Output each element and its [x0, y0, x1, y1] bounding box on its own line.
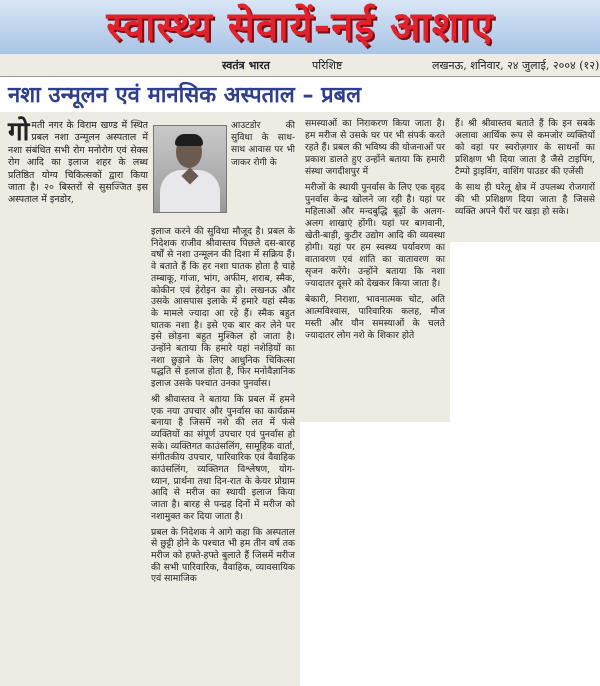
col1-intro-text: मती नगर के विराम खण्ड में स्थित प्रबल नशा उन्मूलन अस्पताल में नशा संबंधित सभी रोग मनोरोग एवं सेक्स रोग आदि का इलाज शहर के लब्ध प्रतिष्ठित योग्य चिकित्सकों द्वारा किया जाता है। २० बिस्तरों से सुसज्जित इस अस्पताल में इनडोर, [8, 120, 148, 206]
column-main [151, 226, 295, 589]
col3-paragraph-2: मरीजों के स्थायी पुनर्वास के लिए एक वृहद पुनर्वास केन्द्र खोलने जा रही है। यहां पर महिलाओं और मन्दबुद्धि बूढ़ों के अलग-अलग शाखाएं होंगी। यहां पर बागवानी, खेती-बाड़ी, कुटीर उद्योग आदि की व्यवस्था होगी। यहां पर हम स्वस्थ्य पर्यावरण का वातावरण एवं शांति का वातावरण का सृजन करेंगे। उन्होंने बताया कि नशा ज्यादातर दूसरे को देखकर किया जाता है। [305, 183, 445, 289]
drop-cap: गो [8, 117, 30, 147]
col3-paragraph-3: बेकारी, निराशा, भावनात्मक चोट, अति आत्मविश्वास, पारिवारिक कलह, मौज मस्ती और यौन समस्याओं के चलते ज्यादातर लोग नशे के शिकार होते [305, 295, 445, 341]
column-3 [305, 118, 445, 346]
article-headline: नशा उन्मूलन एवं मानसिक अस्पताल – प्रबल [8, 83, 362, 108]
col2-top-text: आउटडोर की सुविधा के साथ-साथ आवास पर भी जाकर रोगी के [231, 121, 295, 168]
dateline: लखनऊ, शनिवार, २४ जुलाई, २००४ (१२) [432, 59, 600, 72]
paragraph-3: श्री श्रीवास्तव ने बताया कि प्रबल में हमने एक नया उपचार और पुनर्वास का कार्यक्रम बनाया है जिसमें नशे की लत में फंसे व्यक्तियों का संपूर्ण उपचार एवं पुनर्वास हो सके। व्यक्तिगत काउंसलिंग, सामूहिक वार्ता, संगीतकीय उपचार, पारिवारिक एवं वैवाहिक काउंसलिंग, व्यक्तिगत विश्लेषण, योग-ध्यान, प्रार्थना तथा दिन-रात के केयर प्रोग्राम आदि से मरीज का स्थायी इलाज किया जाता है। बारह से पन्द्रह दिनों में मरीज को नशामुक्त कर दिया जाता है। [151, 393, 295, 522]
paragraph-2: इलाज करने की सुविधा मौजूद है। प्रबल के निदेशक राजीव श्रीवास्तव पिछले दस-बारह वर्षों से नशा उन्मूलन की दिशा में सक्रिय हैं। वे बताते हैं कि हर नशा घातक होता है चाहे तम्बाकू, गांजा, भांग, अफीम, शराब, स्मैक, कोकीन एवं हेरोइन का हो। लखनऊ और उसके आसपास इलाके में हमारे यहां स्मैक के मामले ज्यादा आ रहे हैं। स्मैक बहुत घातक नशा है। इसे एक बार कर लेने पर इसे छोड़ना बहुत मुश्किल हो जाता है। उन्होंने बताया कि हमारे यहां नशेड़ियों का नशा छुड़ाने के लिए आधुनिक चिकित्सा पद्धति से इलाज होता है, फिर मनोवैज्ञानिक इलाज उसके पश्चात उनका पुनर्वास। [151, 226, 295, 390]
column-2-top [231, 120, 295, 169]
col3-paragraph-1: समस्याओं का निराकरण किया जाता है। हम मरीज से उसके घर पर भी संपर्क करते रहते हैं। प्रबल की भविष्य की योजनाओं पर प्रकाश डालते हुए उन्होंने बताया कि हमारी संस्था जगदीशपुर में [305, 119, 445, 177]
paragraph-4: प्रबल के निदेशक ने आगे कहा कि अस्पताल से छुट्टी होने के पश्चात भी हम तीन वर्ष तक मरीज को हफ्ते-हफ्ते बुलाते हैं जिसमें मरीज की सभी पारिवारिक, वैवाहिक, व्यावसायिक एवं सामाजिक [151, 526, 295, 585]
column-4 [455, 118, 595, 222]
supplement-label: परिशिष्ट [312, 59, 343, 72]
column-1-intro [8, 117, 148, 207]
col4-paragraph-2: के साथ ही घरेलू क्षेत्र में उपलब्ध रोजगारों की भी प्रशिक्षण दिया जाता है जिससे व्यक्ति अपने पैरों पर खड़ा हो सके। [455, 183, 595, 217]
masthead-strip [0, 54, 600, 77]
director-photo [153, 125, 227, 213]
col4-paragraph-1: हैं। श्री श्रीवास्तव बताते हैं कि इन सबके अलावा आर्थिक रूप से कमजोर व्यक्तियों को वहां पर स्वरोज़गार के साधनों का प्रशिक्षण भी दिया जाता है जैसे टाइपिंग, टैम्पो ड्राइविंग, वाशिंग पाउडर की एजेंसी [455, 119, 595, 177]
banner [0, 0, 600, 54]
paper-name: स्वतंत्र भारत [222, 59, 270, 72]
photo-hair [175, 134, 203, 146]
banner-title: स्वास्थ्य सेवायें-नई आशाए [106, 4, 494, 50]
